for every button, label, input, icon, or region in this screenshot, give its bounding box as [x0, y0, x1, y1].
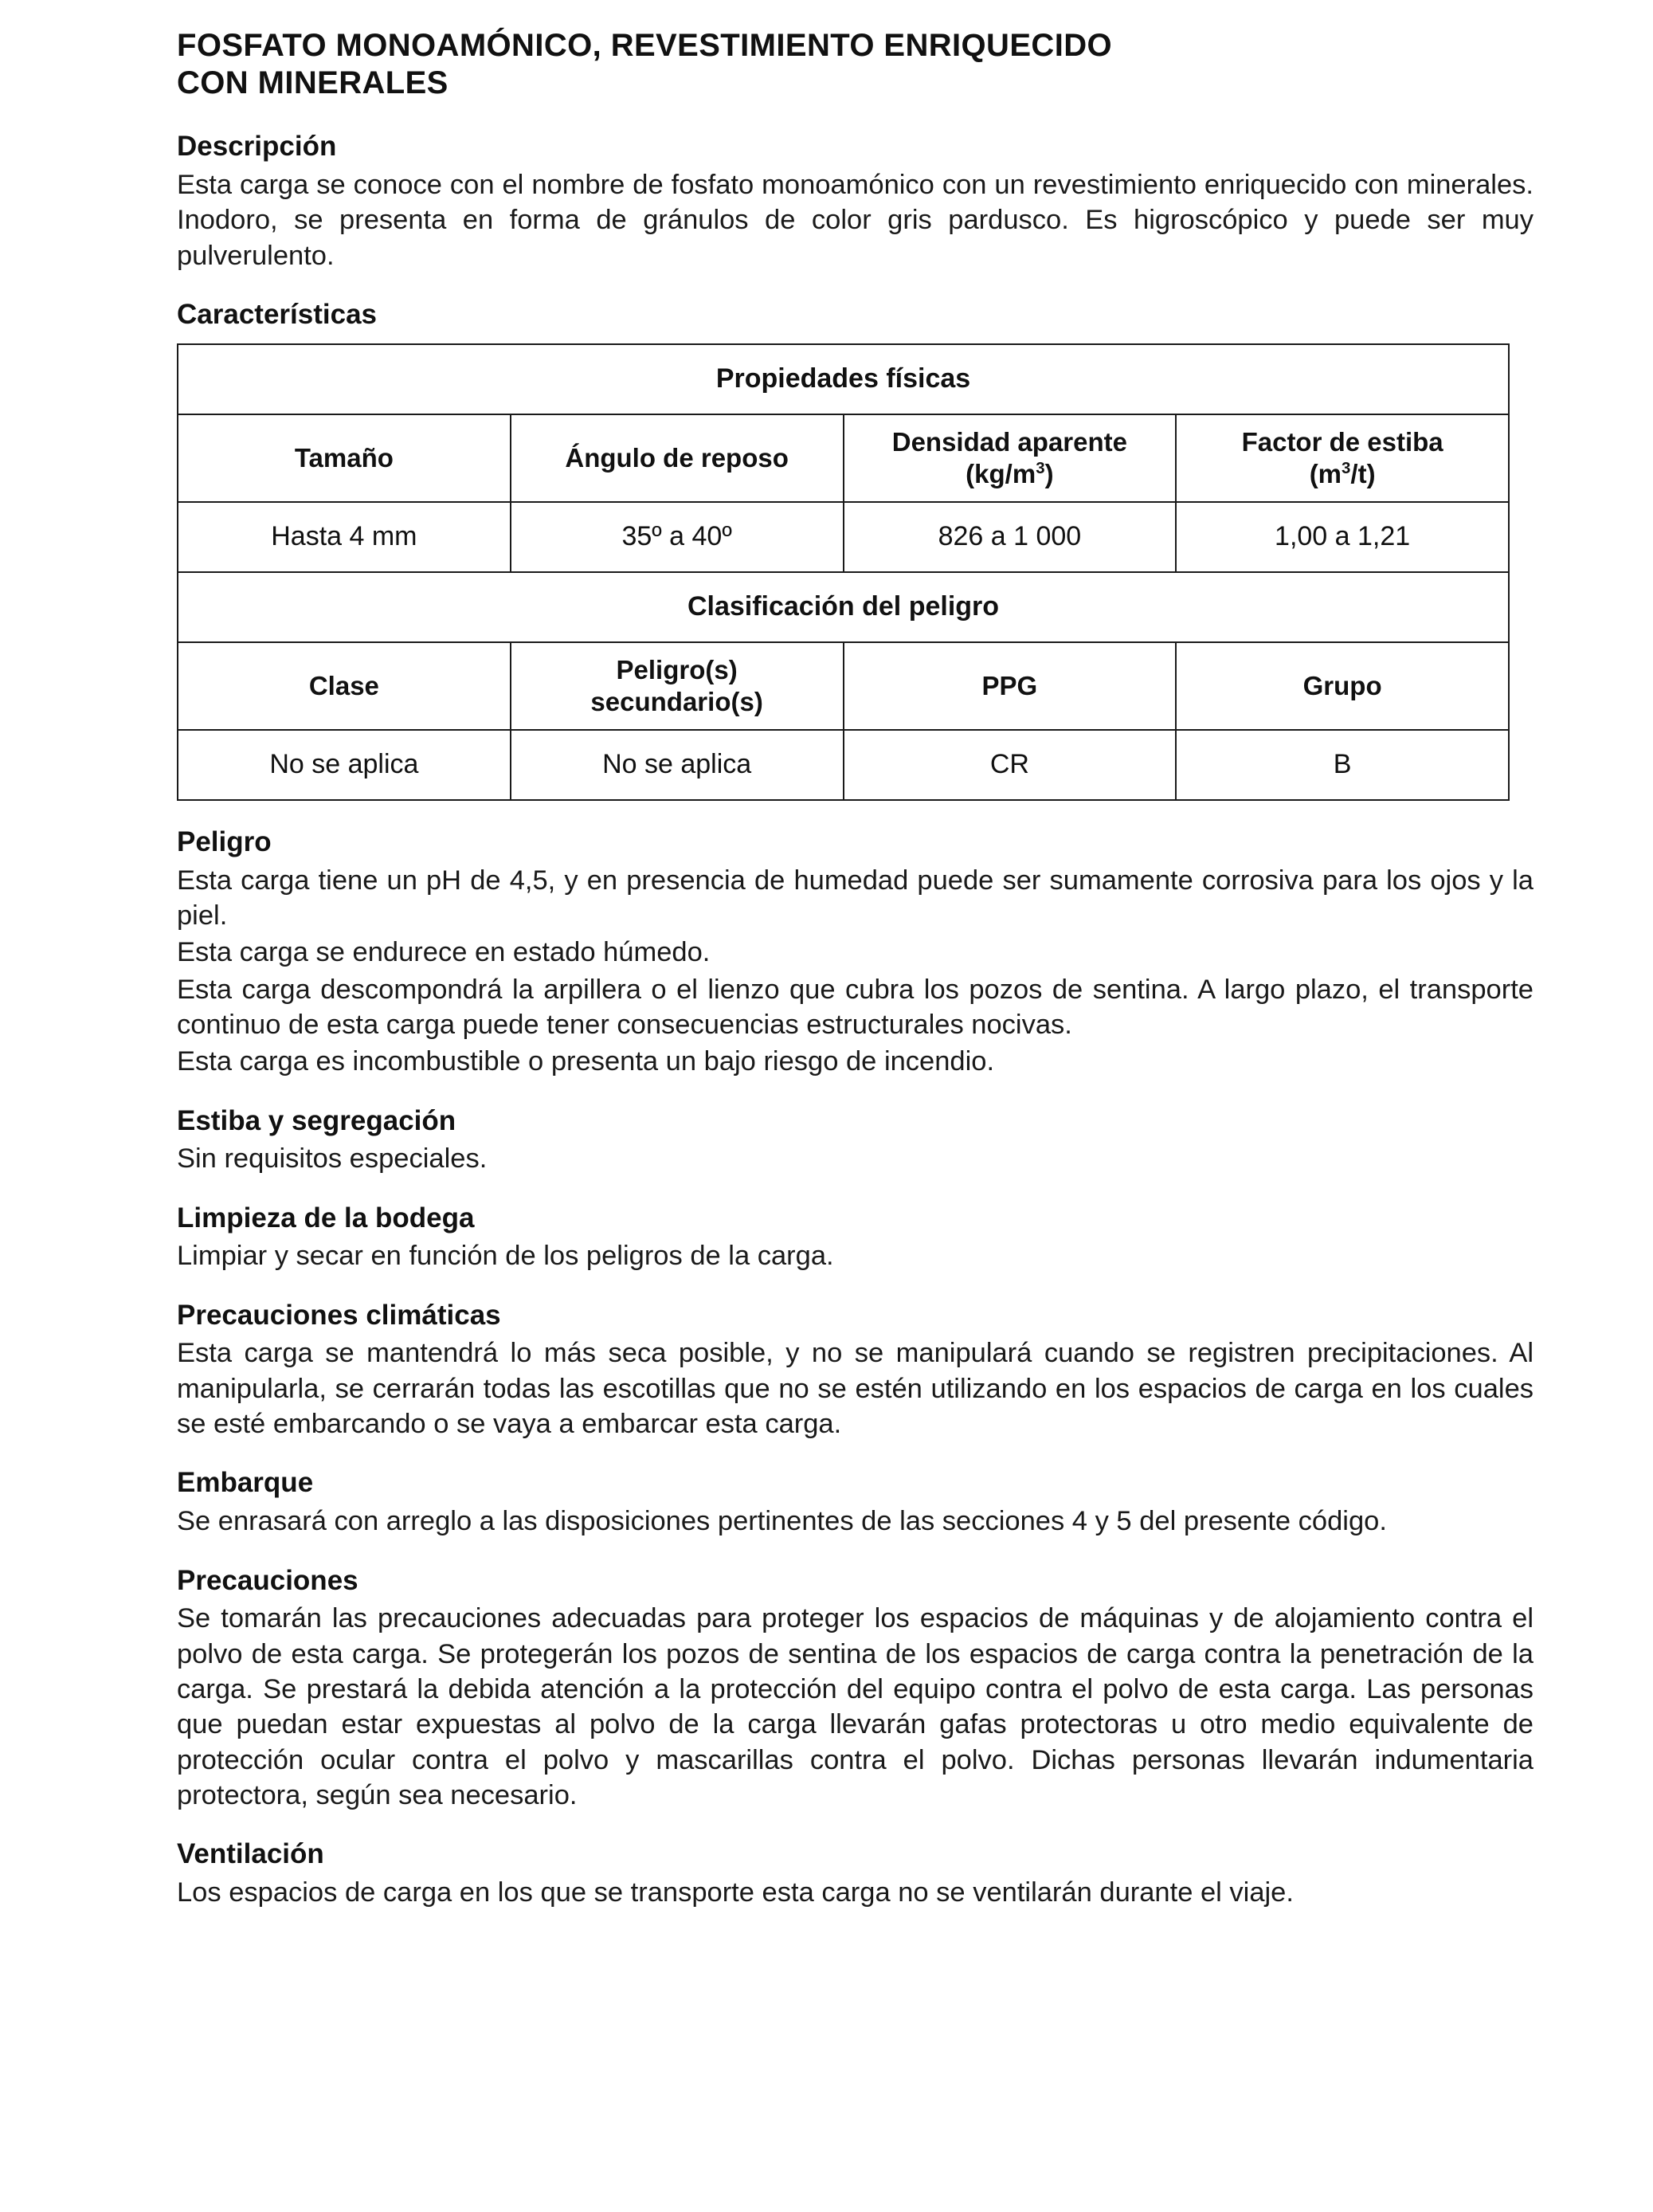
- cell-header-class: Clase: [178, 642, 511, 730]
- heading-precauciones-climaticas: Precauciones climáticas: [177, 1299, 501, 1331]
- cell-header-ppg: PPG: [844, 642, 1177, 730]
- heading-estiba-y-segregacion: Estiba y segregación: [177, 1104, 456, 1136]
- bulk-density-unit-open: (kg/m: [966, 458, 1036, 488]
- section-precauciones-climaticas: [177, 1298, 1534, 1442]
- heading-limpieza-de-la-bodega: Limpieza de la bodega: [177, 1202, 475, 1233]
- paragraph-limpieza-de-la-bodega-1: Limpiar y secar en función de los peligros de la carga.: [177, 1241, 834, 1272]
- bulk-density-label: Densidad aparente: [891, 427, 1127, 457]
- cell-header-stowage-factor: [1176, 414, 1509, 502]
- page-title-line-1: FOSFATO MONOAMÓNICO, REVESTIMIENTO ENRIQUECIDO: [177, 28, 1113, 63]
- paragraph-precauciones-1: Se tomarán las precauciones adecuadas para proteger los espacios de máquinas y de alojamiento contra el polvo de esta carga. Se protegerán los pozos de sentina de los espacios de carga contra la penetración de la carga. Se prestará la debida atención a la protección del equipo contra el polvo de esta carga. Las personas que puedan estar expuestas al polvo de la carga llevarán gafas protectoras u otro medio equivalente de protección ocular contra el polvo y mascarillas contra el polvo. Dichas personas llevarán indumentaria protectora, según sea necesario.: [177, 1603, 1534, 1810]
- heading-ventilacion: Ventilación: [177, 1838, 324, 1870]
- section-precauciones: [177, 1563, 1534, 1814]
- table-row-hazard-values: [178, 730, 1509, 800]
- cell-value-group: B: [1176, 730, 1509, 800]
- cell-header-size: Tamaño: [178, 414, 511, 502]
- table-row-physical-band: [178, 344, 1509, 414]
- section-descripcion: [177, 129, 1534, 273]
- stowage-factor-unit-open: (m: [1309, 458, 1342, 488]
- cell-hazard-classification-band: Clasificación del peligro: [178, 572, 1509, 642]
- table-row-hazard-band: [178, 572, 1509, 642]
- heading-peligro: Peligro: [177, 826, 272, 857]
- properties-table-wrapper: [177, 343, 1534, 801]
- cell-value-size: Hasta 4 mm: [178, 502, 511, 572]
- paragraph-ventilacion-1: Los espacios de carga en los que se transporte esta carga no se ventilarán durante el viaje.: [177, 1877, 1294, 1908]
- section-limpieza-de-la-bodega: [177, 1201, 1534, 1274]
- subsidiary-hazards-line-2: secundario(s): [590, 686, 763, 716]
- cell-value-bulk-density: 826 a 1 000: [844, 502, 1177, 572]
- heading-precauciones: Precauciones: [177, 1564, 358, 1596]
- table-row-physical-values: [178, 502, 1509, 572]
- stowage-factor-unit-close: /t): [1350, 458, 1376, 488]
- section-peligro: [177, 825, 1534, 1080]
- section-caracteristicas: [177, 297, 1534, 801]
- heading-embarque: Embarque: [177, 1467, 314, 1499]
- cell-header-subsidiary-hazards: [511, 642, 844, 730]
- cell-header-angle-of-repose: Ángulo de reposo: [511, 414, 844, 502]
- heading-descripcion: Descripción: [177, 131, 337, 163]
- cell-physical-properties-band: Propiedades físicas: [178, 344, 1509, 414]
- cell-value-stowage-factor: 1,00 a 1,21: [1176, 502, 1509, 572]
- page-title-line-2: CON MINERALES: [177, 65, 449, 101]
- paragraph-estiba-y-segregacion-1: Sin requisitos especiales.: [177, 1143, 488, 1175]
- bulk-density-unit-close: ): [1044, 458, 1054, 488]
- paragraph-peligro-4: Esta carga es incombustible o presenta un bajo riesgo de incendio.: [177, 1046, 995, 1077]
- table-row-physical-headers: [178, 414, 1509, 502]
- heading-caracteristicas: Características: [177, 299, 377, 331]
- table-row-hazard-headers: [178, 642, 1509, 730]
- cell-value-ppg: CR: [844, 730, 1177, 800]
- section-ventilacion: [177, 1837, 1534, 1910]
- page-title: [177, 27, 1467, 102]
- section-embarque: [177, 1465, 1534, 1539]
- cell-value-angle-of-repose: 35º a 40º: [511, 502, 844, 572]
- cell-header-bulk-density: [844, 414, 1177, 502]
- paragraph-peligro-1: Esta carga tiene un pH de 4,5, y en presencia de humedad puede ser sumamente corrosiva para los ojos y la piel.: [177, 865, 1534, 931]
- subsidiary-hazards-line-1: Peligro(s): [616, 655, 738, 685]
- paragraph-peligro-3: Esta carga descompondrá la arpillera o el lienzo que cubra los pozos de sentina. A largo plazo, el transporte continuo de esta carga puede tener consecuencias estructurales nocivas.: [177, 974, 1534, 1040]
- paragraph-peligro-2: Esta carga se endurece en estado húmedo.: [177, 937, 711, 968]
- cell-header-group: Grupo: [1176, 642, 1509, 730]
- paragraph-embarque-1: Se enrasará con arreglo a las disposiciones pertinentes de las secciones 4 y 5 del presente código.: [177, 1506, 1387, 1537]
- paragraph-precauciones-climaticas-1: Esta carga se mantendrá lo más seca posible, y no se manipulará cuando se registren precipitaciones. Al manipularla, se cerrarán todas las escotillas que no se estén utilizando en los espacios de carga en los cuales se esté embarcando o se vaya a embarcar esta carga.: [177, 1338, 1534, 1440]
- bulk-density-unit-exponent: 3: [1036, 458, 1045, 477]
- paragraph-descripcion-1: Esta carga se conoce con el nombre de fosfato monoamónico con un revestimiento enriquecido con minerales. Inodoro, se presenta en forma de gránulos de color gris pardusco. Es higroscópico y puede ser muy pulverulento.: [177, 170, 1534, 271]
- cell-value-subsidiary-hazards: No se aplica: [511, 730, 844, 800]
- stowage-factor-unit-exponent: 3: [1342, 458, 1351, 477]
- properties-table: [177, 343, 1510, 801]
- stowage-factor-label: Factor de estiba: [1241, 427, 1443, 457]
- cell-value-class: No se aplica: [178, 730, 511, 800]
- section-estiba-y-segregacion: [177, 1104, 1534, 1177]
